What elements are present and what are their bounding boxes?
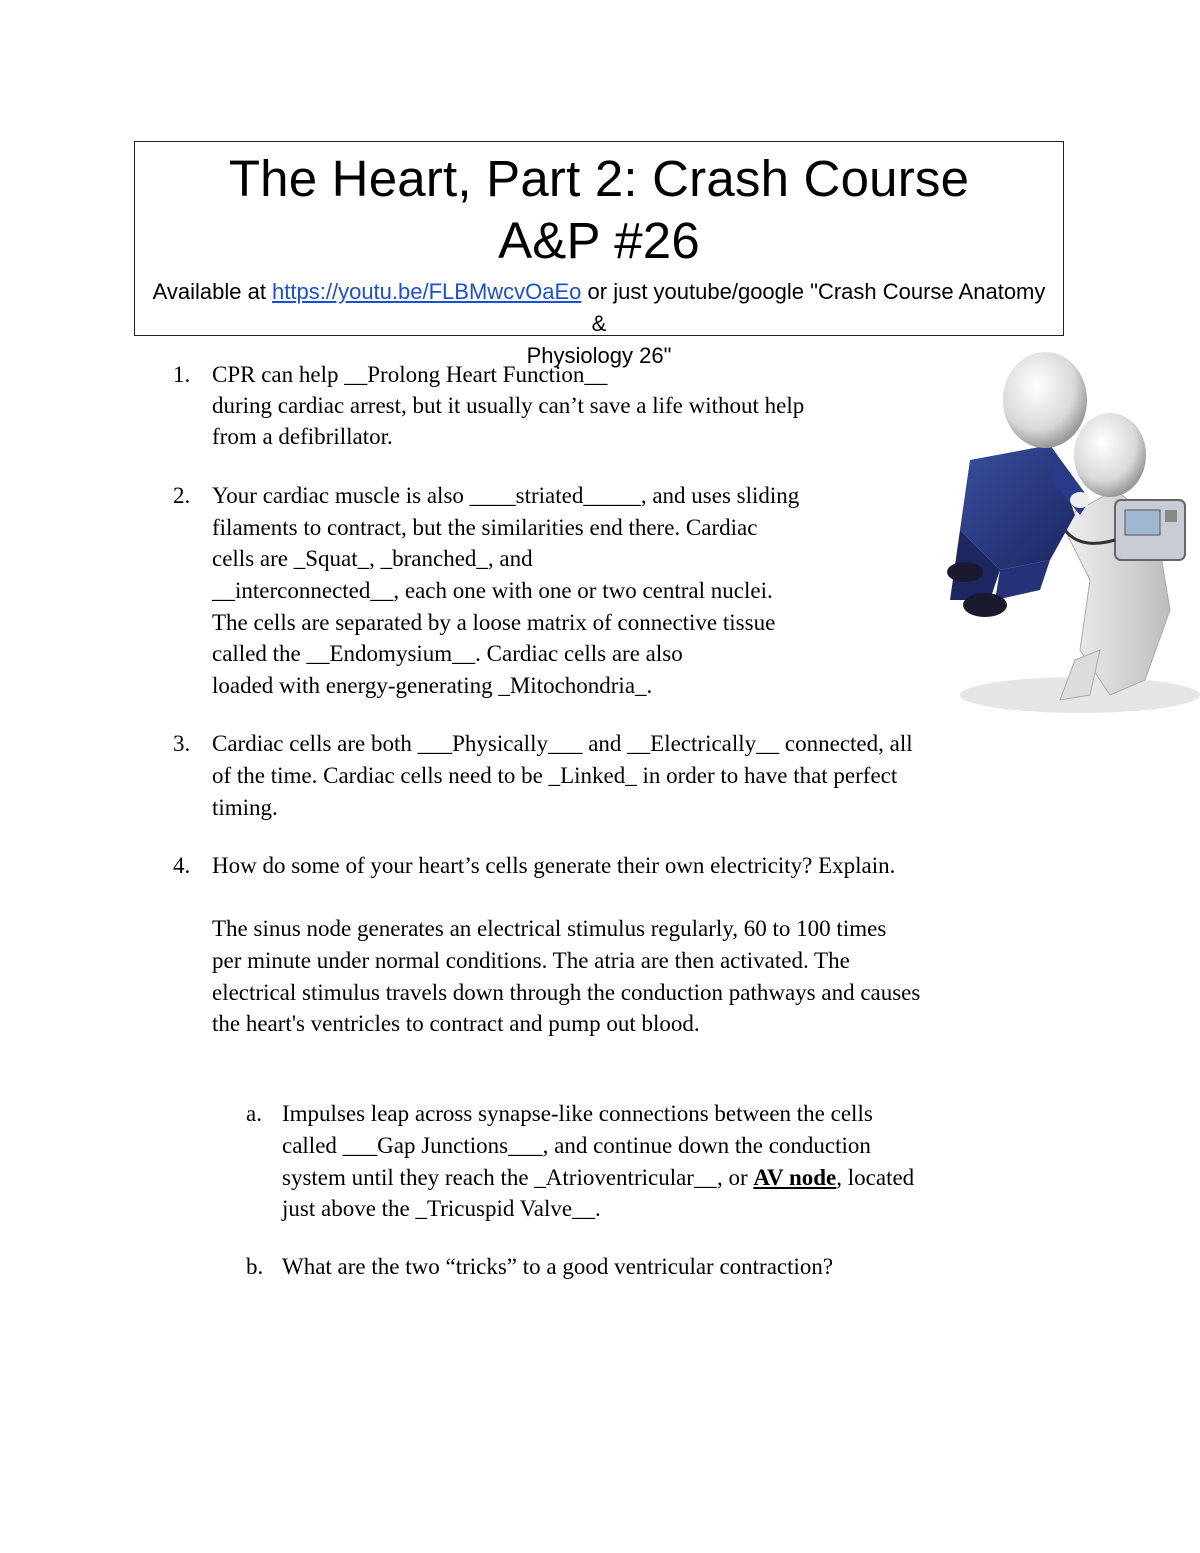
q3-line-2: of the time. Cardiac cells need to be _Linked_ in order to have that perfect (212, 763, 898, 788)
q4b-line-1: What are the two “tricks” to a good ventricular contraction? (282, 1254, 834, 1279)
q4a-line-4: just above the _Tricuspid Valve__. (282, 1196, 601, 1221)
video-availability (135, 276, 1063, 372)
availability-suffix: or just youtube/google "Crash Course Anatomy & (581, 279, 1046, 336)
q1-line-3: from a defibrillator. (212, 424, 393, 449)
q4-question: How do some of your heart’s cells generate their own electricity? Explain. (212, 853, 896, 878)
video-link[interactable]: https://youtu.be/FLBMwcvOaEo (272, 279, 582, 304)
question-number: 1. (173, 362, 191, 387)
availability-prefix: Available at (152, 279, 273, 304)
q4a-line-3 (282, 1162, 914, 1194)
q4-answer-line-3: electrical stimulus travels down through the conduction pathways and causes (212, 980, 921, 1005)
cpr-illustration (940, 350, 1200, 730)
q2-line-3: cells are _Squat_, _branched_, and (212, 546, 533, 571)
q4-answer-line-2: per minute under normal conditions. The atria are then activated. The (212, 948, 850, 973)
av-node-term: AV node (753, 1165, 837, 1190)
header-box (134, 141, 1064, 368)
subquestion-letter: a. (246, 1101, 262, 1126)
q3-line-3: timing. (212, 795, 278, 820)
q4a-line-3-pre: system until they reach the _Atrioventricular__, or (282, 1165, 754, 1190)
q2-line-4: __interconnected__, each one with one or two central nuclei. (212, 578, 773, 603)
q4a-line-1: Impulses leap across synapse-like connections between the cells (282, 1101, 873, 1126)
question-number: 2. (173, 483, 191, 508)
q2-line-5: The cells are separated by a loose matrix of connective tissue (212, 610, 776, 635)
q3-line-1: Cardiac cells are both ___Physically___ and __Electrically__ connected, all (212, 731, 913, 756)
q4a-line-3-post: , located (836, 1165, 915, 1190)
q2-line-2: filaments to contract, but the similarities end there. Cardiac (212, 515, 758, 540)
q4a-line-2: called ___Gap Junctions___, and continue down the conduction (282, 1133, 871, 1158)
page-title (135, 148, 1063, 272)
question-number: 4. (173, 853, 191, 878)
q4-answer-line-4: the heart's ventricles to contract and pump out blood. (212, 1011, 700, 1036)
q1-line-1: CPR can help __Prolong Heart Function__ (212, 362, 608, 387)
title-line-2: A&P #26 (498, 212, 700, 269)
q2-line-6: called the __Endomysium__. Cardiac cells are also (212, 641, 683, 666)
q4-answer-line-1: The sinus node generates an electrical stimulus regularly, 60 to 100 times (212, 916, 887, 941)
question-number: 3. (173, 731, 191, 756)
q1-line-2: during cardiac arrest, but it usually can’t save a life without help (212, 393, 805, 418)
availability-line-2: Physiology 26" (526, 343, 672, 368)
subquestion-letter: b. (246, 1254, 264, 1279)
q2-line-7: loaded with energy-generating _Mitochondria_. (212, 673, 653, 698)
title-line-1: The Heart, Part 2: Crash Course (228, 150, 970, 207)
q2-line-1: Your cardiac muscle is also ____striated_____, and uses sliding (212, 483, 800, 508)
